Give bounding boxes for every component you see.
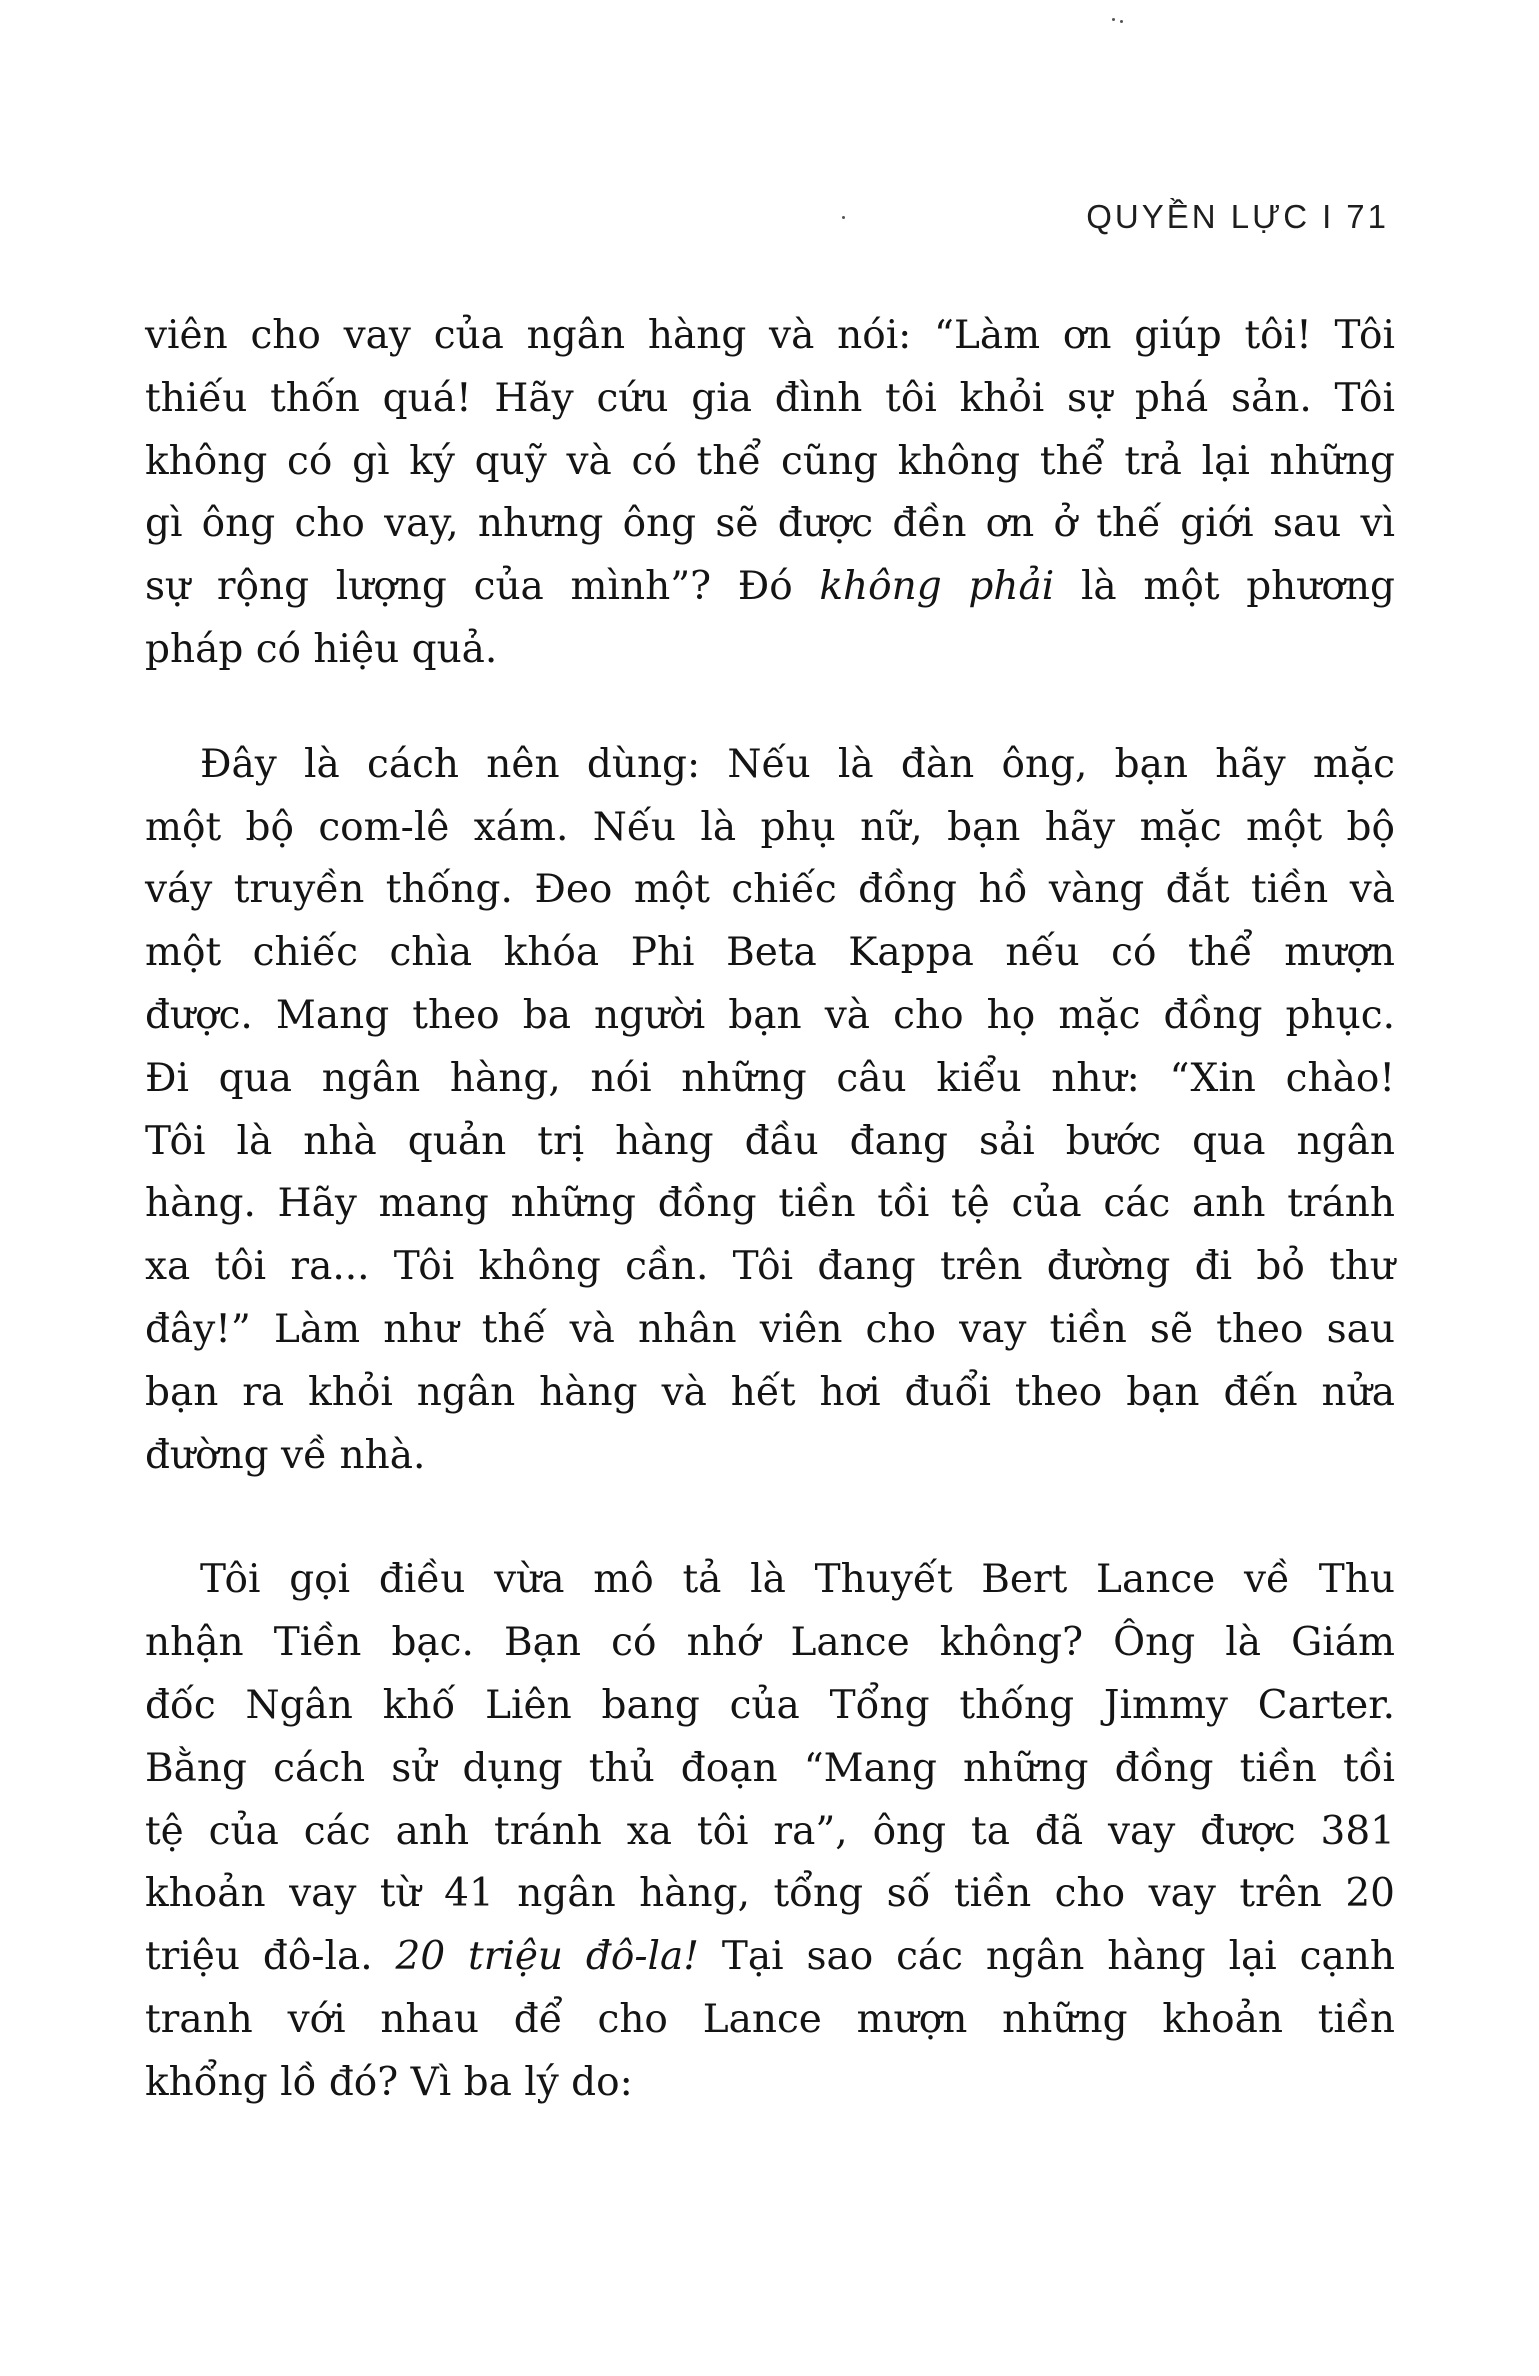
text-line <box>145 556 1395 619</box>
paragraph-1 <box>145 305 1395 682</box>
text-line: Tôi gọi điều vừa mô tả là Thuyết Bert Lance về Thu <box>200 1557 1395 1603</box>
emphasis-text: 20 triệu đô-la! <box>395 1934 699 1980</box>
text-line: Bằng cách sử dụng thủ đoạn “Mang những đồng tiền tồi <box>145 1745 1395 1791</box>
text-line: Tôi là nhà quản trị hàng đầu đang sải bước qua ngân <box>145 1118 1395 1164</box>
text-line: đốc Ngân khố Liên bang của Tổng thống Jimmy Carter. <box>145 1682 1395 1728</box>
text-line: bạn ra khỏi ngân hàng và hết hơi đuổi theo bạn đến nửa <box>145 1369 1395 1415</box>
text-line: được. Mang theo ba người bạn và cho họ mặc đồng phục. <box>145 992 1395 1038</box>
body-text <box>145 305 1395 2115</box>
paragraph-3 <box>145 1549 1395 2114</box>
paragraph-spacer <box>145 682 1395 734</box>
text-line: viên cho vay của ngân hàng và nói: “Làm ơn giúp tôi! Tôi <box>145 313 1395 358</box>
text-run: triệu đô-la. <box>145 1934 396 1980</box>
text-line: khoản vay từ 41 ngân hàng, tổng số tiền cho vay trên 20 <box>145 1871 1395 1917</box>
text-line: một chiếc chìa khóa Phi Beta Kappa nếu có thể mượn <box>145 930 1395 976</box>
text-line: pháp có hiệu quả. <box>145 626 498 672</box>
scan-speck <box>1120 20 1123 23</box>
paragraph-2 <box>145 734 1395 1488</box>
text-line: hàng. Hãy mang những đồng tiền tồi tệ của các anh tránh <box>145 1181 1395 1227</box>
text-line: tranh với nhau để cho Lance mượn những khoản tiền <box>145 1996 1395 2042</box>
text-line: thiếu thốn quá! Hãy cứu gia đình tôi khỏi sự phá sản. Tôi <box>145 375 1395 421</box>
text-line: xa tôi ra... Tôi không cần. Tôi đang trên đường đi bỏ thư <box>145 1244 1395 1290</box>
text-line: đây!” Làm như thế và nhân viên cho vay tiền sẽ theo sau <box>145 1306 1395 1352</box>
scan-speck <box>1112 18 1115 21</box>
text-run: Tại sao các ngân hàng lại cạnh <box>698 1934 1395 1980</box>
text-line: không có gì ký quỹ và có thể cũng không thể trả lại những <box>145 438 1395 484</box>
header-title: QUYỀN LỰC <box>1086 198 1311 235</box>
paragraph-spacer <box>145 1487 1395 1549</box>
page-number: 71 <box>1346 198 1389 235</box>
text-line: nhận Tiền bạc. Bạn có nhớ Lance không? Ông là Giám <box>145 1620 1395 1666</box>
text-line: một bộ com-lê xám. Nếu là phụ nữ, bạn hãy mặc một bộ <box>145 804 1395 850</box>
text-line <box>145 1926 1395 1989</box>
text-line: đường về nhà. <box>145 1432 426 1478</box>
text-line: khổng lồ đó? Vì ba lý do: <box>145 2059 633 2105</box>
header-separator: I <box>1322 198 1335 235</box>
text-run: là một phương <box>1054 564 1395 610</box>
text-line: váy truyền thống. Đeo một chiếc đồng hồ vàng đắt tiền và <box>145 867 1395 913</box>
running-header <box>1086 198 1389 236</box>
text-line: tệ của các anh tránh xa tôi ra”, ông ta đã vay được 381 <box>145 1808 1395 1854</box>
text-line: Đây là cách nên dùng: Nếu là đàn ông, bạn hãy mặc <box>200 741 1395 787</box>
text-line: gì ông cho vay, nhưng ông sẽ được đền ơn ở thế giới sau vì <box>145 501 1395 547</box>
emphasis-text: không phải <box>819 564 1055 610</box>
text-run: sự rộng lượng của mình”? Đó <box>145 564 820 610</box>
text-line: Đi qua ngân hàng, nói những câu kiểu như: “Xin chào! <box>145 1055 1395 1101</box>
scan-speck <box>842 216 845 219</box>
